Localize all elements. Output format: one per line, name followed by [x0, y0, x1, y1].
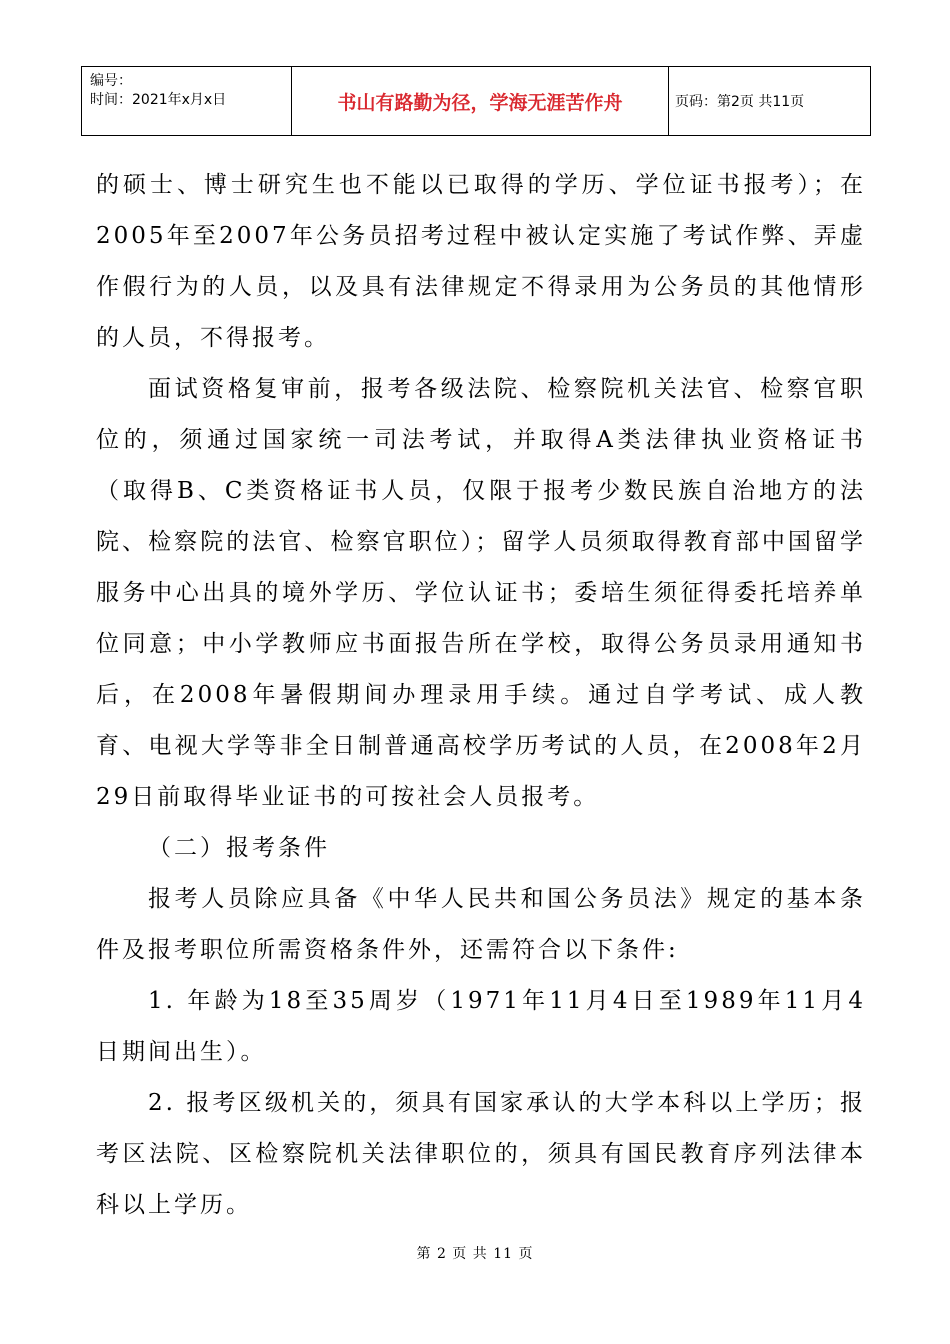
document-header [81, 66, 871, 136]
paragraph-condition-education: 2. 报考区级机关的，须具有国家承认的大学本科以上学历；报考区法院、区检察院机关法律职位的，须具有国民教育序列法律本科以上学历。 [96, 1090, 866, 1218]
paragraph-condition-age: 1. 年龄为18至35周岁（1971年11月4日至1989年11月4日期间出生）。 [96, 988, 866, 1065]
paragraph-continuation: 的硕士、博士研究生也不能以已取得的学历、学位证书报考）；在2005年至2007年公务员招考过程中被认定实施了考试作弊、弄虚作假行为的人员，以及具有法律规定不得录用为公务员的其他情形的人员，不得报考。 [96, 172, 866, 351]
header-motto: 书山有路勤为径，学海无涯苦作舟 [292, 67, 669, 136]
section-heading-conditions: （二）报考条件 [148, 835, 330, 861]
document-time-label: 时间：2021年x月x日 [90, 92, 227, 108]
header-meta-cell [82, 67, 292, 136]
paragraph-qualification-review: 面试资格复审前，报考各级法院、检察院机关法官、检察官职位的，须通过国家统一司法考试，并取得A类法律执业资格证书（取得B、C类资格证书人员，仅限于报考少数民族自治地方的法院、检察院的法官、检察官职位）；留学人员须取得教育部中国留学服务中心出具的境外学历、学位认证书；委培生须征得委托培养单位同意；中小学教师应书面报告所在学校，取得公务员录用通知书后，在2008年暑假期间办理录用手续。通过自学考试、成人教育、电视大学等非全日制普通高校学历考试的人员，在2008年2月29日前取得毕业证书的可按社会人员报考。 [96, 376, 866, 810]
paragraph-conditions-intro: 报考人员除应具备《中华人民共和国公务员法》规定的基本条件及报考职位所需资格条件外，还需符合以下条件: [96, 886, 866, 963]
page-footer: 第 2 页 共 11 页 [416, 1246, 534, 1262]
header-page-code: 页码：第2页 共11页 [669, 67, 871, 136]
document-body [96, 160, 866, 1231]
document-number-label: 编号： [90, 73, 132, 89]
